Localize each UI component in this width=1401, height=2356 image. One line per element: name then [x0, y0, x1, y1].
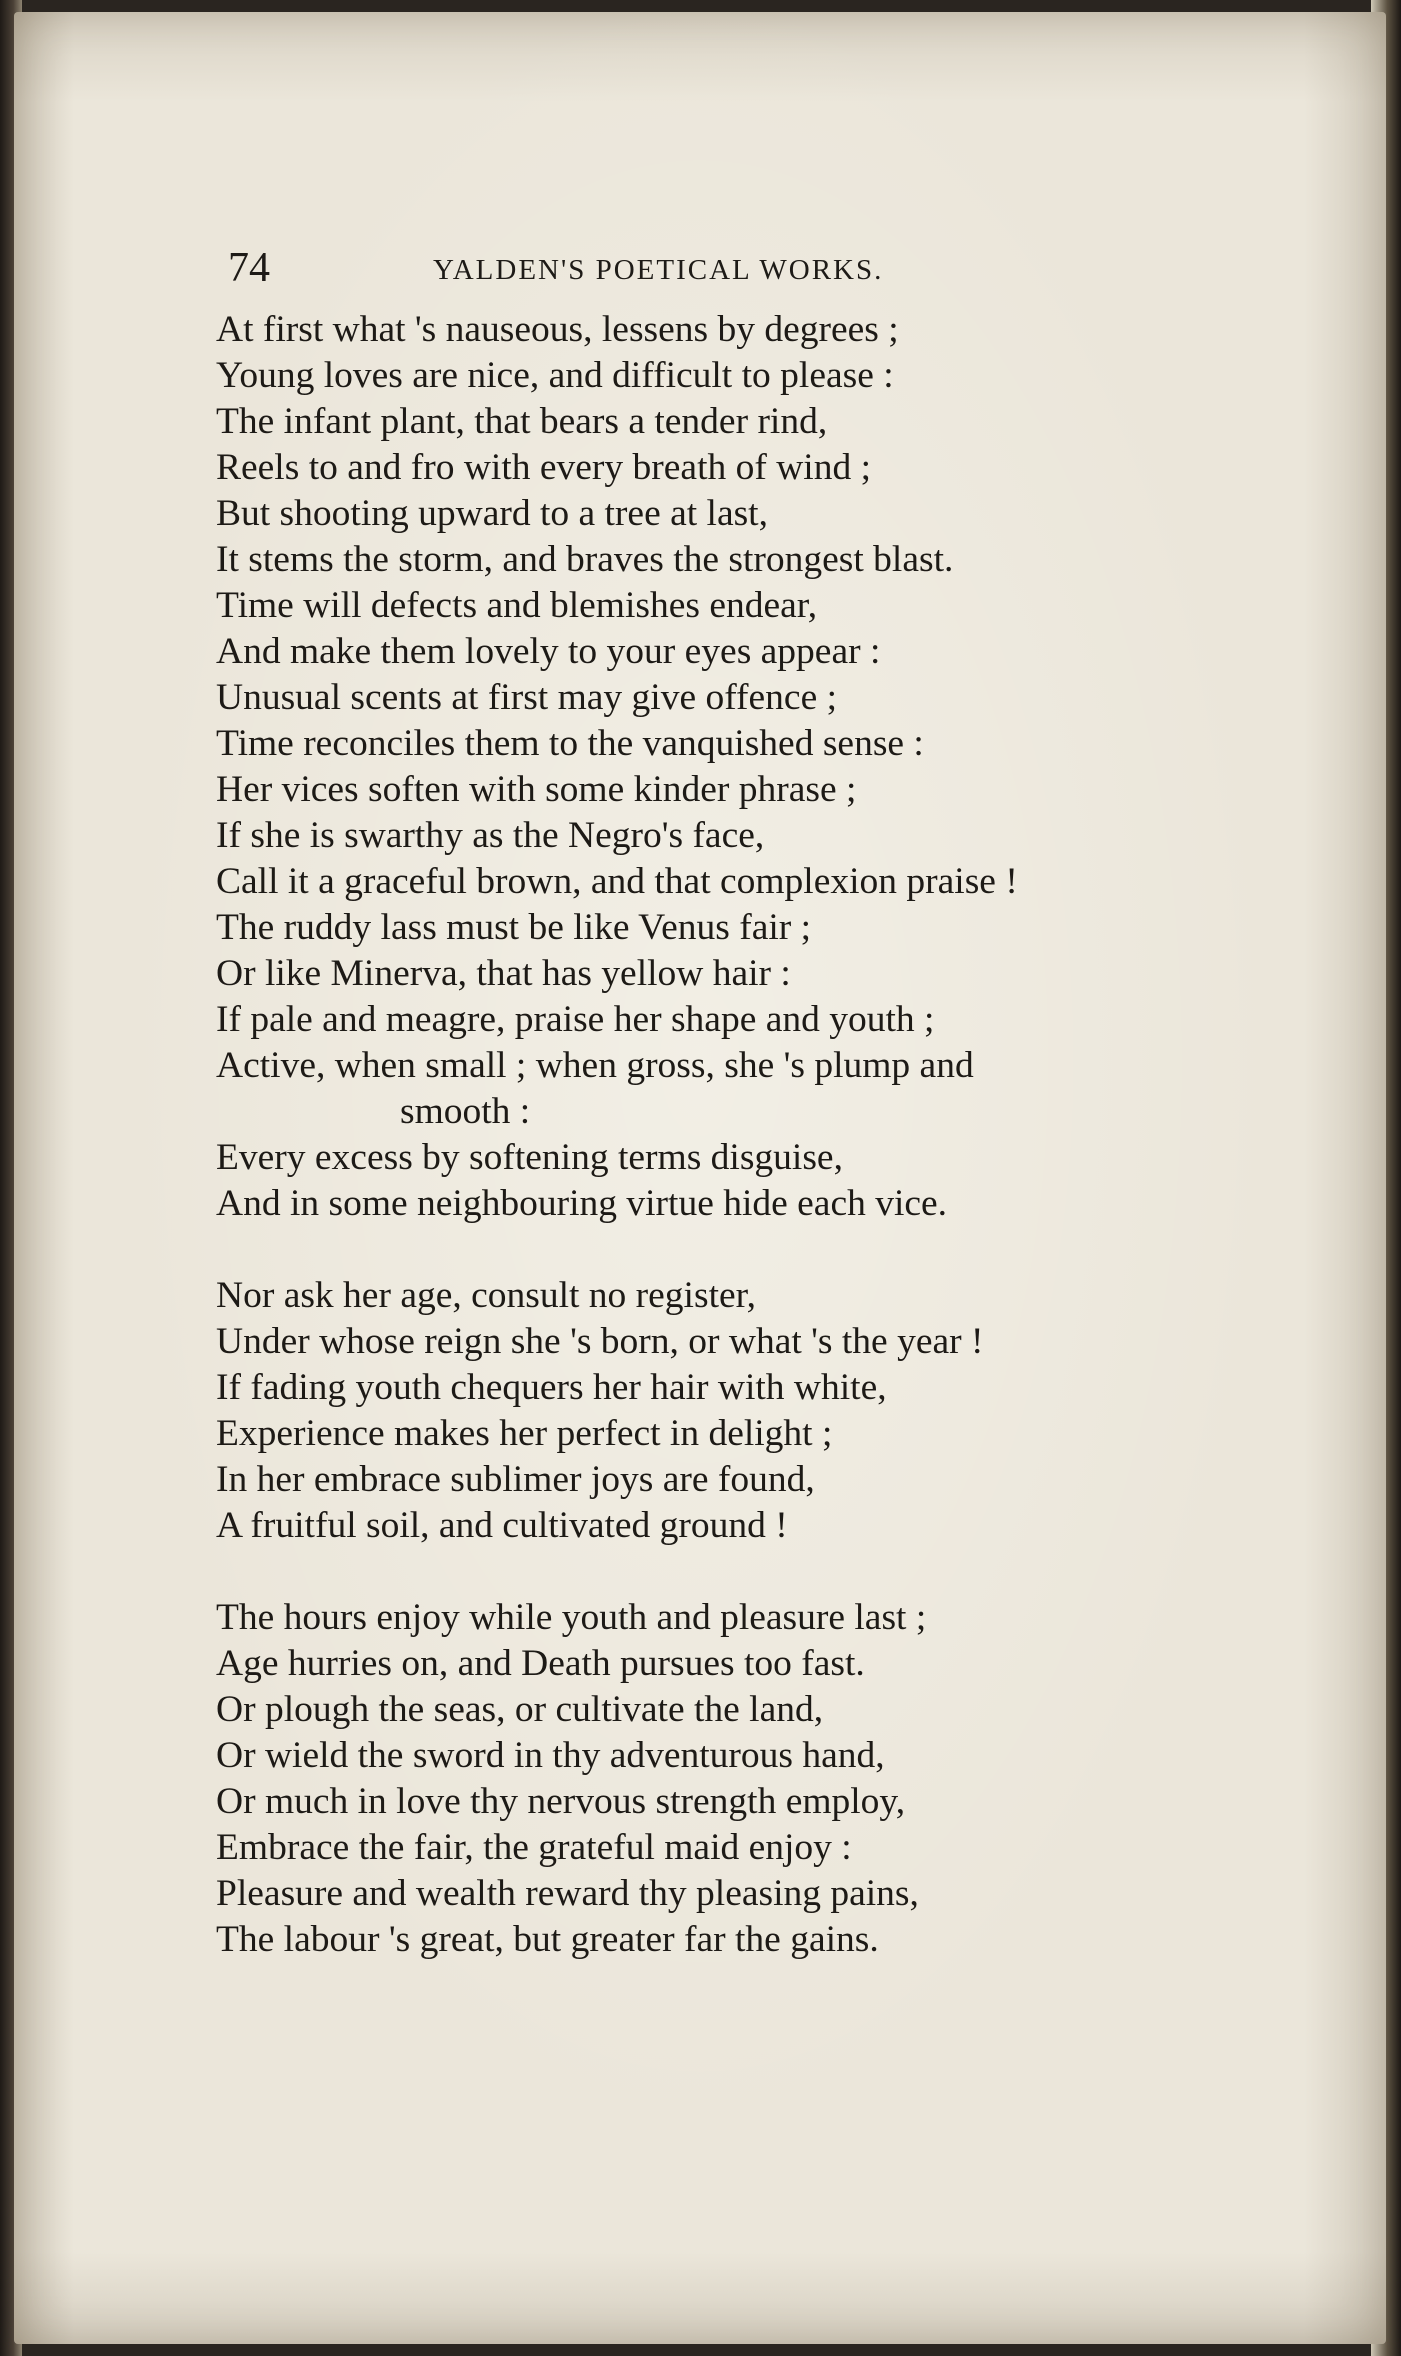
poem-line: Call it a graceful brown, and that complexion praise ! [216, 861, 1018, 902]
poem-line: But shooting upward to a tree at last, [216, 493, 768, 534]
poem-line: Unusual scents at first may give offence ; [216, 677, 838, 718]
poem-line: The hours enjoy while youth and pleasure last ; [216, 1597, 927, 1638]
poem-line: And in some neighbouring virtue hide each vice. [216, 1183, 948, 1224]
poem-line: The ruddy lass must be like Venus fair ; [216, 907, 812, 948]
poem-line: And make them lovely to your eyes appear : [216, 631, 881, 672]
poem-line: Or like Minerva, that has yellow hair : [216, 953, 791, 994]
poem-line: At first what 's nauseous, lessens by degrees ; [216, 309, 899, 350]
poem-line: Under whose reign she 's born, or what 's the year ! [216, 1321, 984, 1362]
poem-line: Every excess by softening terms disguise, [216, 1137, 843, 1178]
poem-line: If fading youth chequers her hair with white, [216, 1367, 887, 1408]
page-header [228, 245, 1068, 296]
poem-line: Pleasure and wealth reward thy pleasing pains, [216, 1873, 919, 1914]
poem-line: Her vices soften with some kinder phrase ; [216, 769, 857, 810]
stanza-break [216, 1227, 1246, 1273]
poem-line: Young loves are nice, and difficult to please : [216, 355, 894, 396]
poem-line: Age hurries on, and Death pursues too fast. [216, 1643, 865, 1684]
poem-line: In her embrace sublimer joys are found, [216, 1459, 815, 1500]
stanza-break [216, 1549, 1246, 1595]
page-number: 74 [228, 245, 270, 291]
poem-line: Active, when small ; when gross, she 's plump and [216, 1045, 974, 1086]
poem-line: Reels to and fro with every breath of wind ; [216, 447, 872, 488]
poem-line: The labour 's great, but greater far the gains. [216, 1919, 879, 1960]
poem-line: If pale and meagre, praise her shape and youth ; [216, 999, 935, 1040]
poem-line: Time reconciles them to the vanquished sense : [216, 723, 924, 764]
stanza [216, 1595, 1246, 1963]
poem-line: Embrace the fair, the grateful maid enjoy : [216, 1827, 852, 1868]
poem-line: A fruitful soil, and cultivated ground ! [216, 1505, 788, 1546]
poem-line: Or wield the sword in thy adventurous hand, [216, 1735, 885, 1776]
poem-line: Or much in love thy nervous strength employ, [216, 1781, 906, 1822]
running-title: YALDEN'S POETICAL WORKS. [433, 254, 884, 286]
poem-line: Nor ask her age, consult no register, [216, 1275, 756, 1316]
poem-line: Time will defects and blemishes endear, [216, 585, 818, 626]
poem-line: If she is swarthy as the Negro's face, [216, 815, 765, 856]
poem-line: The infant plant, that bears a tender rind, [216, 401, 828, 442]
poem-line: smooth : [400, 1091, 531, 1132]
stanza [216, 307, 1246, 1227]
poem-line: Experience makes her perfect in delight ; [216, 1413, 833, 1454]
poem-line: It stems the storm, and braves the strongest blast. [216, 539, 954, 580]
poem-line: Or plough the seas, or cultivate the land, [216, 1689, 824, 1730]
poem-text [216, 307, 1246, 1963]
stanza [216, 1273, 1246, 1549]
